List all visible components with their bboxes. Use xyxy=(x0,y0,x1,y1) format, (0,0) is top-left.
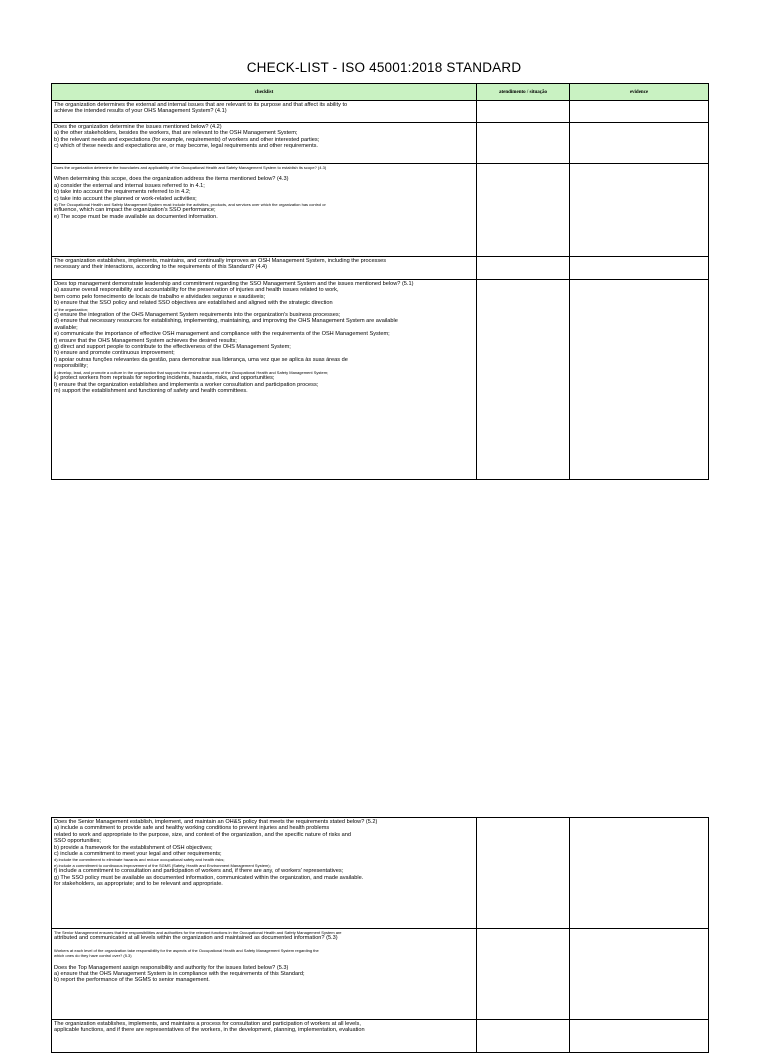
header-evidence: evidence xyxy=(570,84,709,101)
status-cell[interactable] xyxy=(477,280,570,480)
table-row xyxy=(52,929,709,1020)
checklist-line: c) take into account the planned or work-related activities; xyxy=(54,195,197,202)
checklist-line: b) ensure that the SSO policy and related SSO objectives are established and aligned with the strategic direction xyxy=(54,300,333,307)
status-cell[interactable] xyxy=(477,1020,570,1053)
header-checklist: checklist xyxy=(52,84,477,101)
checklist-table-continued xyxy=(51,817,709,1053)
status-cell[interactable] xyxy=(477,257,570,280)
checklist-line: a) ensure that the OHS Management System is in compliance with the requirements of this Standard; xyxy=(54,971,305,978)
checklist-cell xyxy=(52,280,477,480)
checklist-line: influence, which can impact the organization's SSO performance; xyxy=(54,207,216,214)
checklist-cell xyxy=(52,818,477,929)
status-cell[interactable] xyxy=(477,929,570,1020)
checklist-line: attributed and communicated at all levels within the organization and maintained as documented information? (5.3) xyxy=(54,935,338,942)
checklist-cell xyxy=(52,101,477,123)
checklist-line: c) include a commitment to meet your legal and other requirements; xyxy=(54,851,222,858)
evidence-cell[interactable] xyxy=(570,164,709,257)
checklist-cell xyxy=(52,929,477,1020)
checklist-line: c) ensure the integration of the OHS Management System requirements into the organization's business processes; xyxy=(54,312,341,319)
checklist-line: Does top management demonstrate leadership and commitment regarding the SSO Management System and the issues mentioned below? (5.1) xyxy=(54,281,414,287)
checklist-line: for stakeholders, as appropriate; and to be relevant and appropriate. xyxy=(54,881,223,888)
checklist-cell xyxy=(52,123,477,164)
checklist-line: related to work and appropriate to the purpose, size, and context of the organization, and the specific nature of risks and xyxy=(54,831,351,838)
checklist-line: Does the organization determine the boundaries and applicability of the Occupational Health and Safety Management System to establish its scope? (4.3) xyxy=(54,165,327,170)
checklist-line: a) assume overall responsibility and accountability for the preservation of injuries and health issues related to work, xyxy=(54,287,339,294)
checklist-line: e) The scope must be made available as documented information. xyxy=(54,213,218,220)
checklist-line: e) communicate the importance of effective OSH management and compliance with the requirements of the OSH Management System; xyxy=(54,331,390,338)
table-row xyxy=(52,123,709,164)
status-cell[interactable] xyxy=(477,123,570,164)
page-title: CHECK-LIST - ISO 45001:2018 STANDARD xyxy=(246,60,522,75)
checklist-cell xyxy=(52,164,477,257)
table-row xyxy=(52,257,709,280)
checklist-line: i) apoiar outras funções relevantes da gestão, para demonstrar sua liderança, uma vez que se aplica às suas áreas de xyxy=(54,356,348,363)
evidence-cell[interactable] xyxy=(570,257,709,280)
checklist-line: a) the other stakeholders, besides the workers, that are relevant to the OSH Management System; xyxy=(54,130,298,137)
checklist-line: l) ensure that the organization establishes and implements a worker consultation and participation process; xyxy=(54,381,319,388)
checklist-line: a) consider the external and internal issues referred to in 4.1; xyxy=(54,182,205,189)
evidence-cell[interactable] xyxy=(570,123,709,164)
checklist-line: g) direct and support people to contribute to the effectiveness of the OHS Management System; xyxy=(54,344,291,351)
evidence-cell[interactable] xyxy=(570,101,709,123)
checklist-line: The organization determines the external and internal issues that are relevant to its purpose and that affect its ability to xyxy=(54,102,348,108)
table-header-row xyxy=(52,84,709,101)
checklist-line: of the organization; xyxy=(54,306,89,312)
checklist-line: Does the Top Management assign responsibility and authority for the issues listed below? (5.3) xyxy=(54,964,289,971)
checklist-line: b) the relevant needs and expectations (for example, requirements) of workers and other interested parties; xyxy=(54,136,320,143)
checklist-line: j) develop, lead, and promote a culture in the organization that supports the desired outcomes of the Occupational Health and Safety Management System; xyxy=(54,369,329,375)
checklist-table xyxy=(51,83,709,480)
checklist-line: bem como pelo fornecimento de locais de trabalho e atividades seguras e saudáveis; xyxy=(54,293,266,300)
checklist-line: b) report the performance of the SGMS to senior management. xyxy=(54,977,210,984)
checklist-line: b) provide a framework for the establishment of OSH objectives; xyxy=(54,844,213,851)
checklist-line: applicable functions, and if there are representatives of the workers, in the development, planning, implementation, evaluation xyxy=(54,1027,365,1034)
evidence-cell[interactable] xyxy=(570,818,709,929)
evidence-cell[interactable] xyxy=(570,1020,709,1053)
checklist-line: The organization establishes, implements, maintains, and continually improves an OSH Management System, including the processes xyxy=(54,258,387,264)
checklist-line: m) support the establishment and functioning of safety and health committees. xyxy=(54,387,248,394)
status-cell[interactable] xyxy=(477,818,570,929)
checklist-line: e) include a commitment to continuous improvement of the SGMS (Safety, Health and Environment Management System); xyxy=(54,862,271,868)
checklist-line: d) The Occupational Health and Safety Management System must include the activities, products, and services over which the organization has control or xyxy=(54,202,326,208)
checklist-line: b) take into account the requirements referred to in 4.2; xyxy=(54,189,191,196)
table-row xyxy=(52,280,709,480)
checklist-line: Workers at each level of the organization take responsibility for the aspects of the Occupational Health and Safety Management System regarding the xyxy=(54,947,319,953)
checklist-line: k) protect workers from reprisals for reporting incidents, hazards, risks, and opportunities; xyxy=(54,375,275,382)
checklist-cell xyxy=(52,1020,477,1053)
checklist-line: available; xyxy=(54,324,78,331)
table-row xyxy=(52,101,709,123)
checklist-line: SSO opportunities; xyxy=(54,838,101,845)
checklist-line: d) include the commitment to eliminate hazards and reduce occupational safety and health risks; xyxy=(54,857,225,863)
evidence-cell[interactable] xyxy=(570,280,709,480)
checklist-line: which ones do they have control over? (5.3) xyxy=(54,953,132,959)
checklist-line: c) which of these needs and expectations are, or may become, legal requirements and other requirements. xyxy=(54,143,318,150)
checklist-line: f) ensure that the OHS Management System achieves the desired results; xyxy=(54,337,237,344)
status-cell[interactable] xyxy=(477,101,570,123)
checklist-line: a) include a commitment to provide safe and healthy working conditions to prevent injuries and health problems xyxy=(54,825,330,832)
evidence-cell[interactable] xyxy=(570,929,709,1020)
checklist-cell xyxy=(52,257,477,280)
checklist-line: Does the organization determine the issues mentioned below? (4.2) xyxy=(54,124,222,130)
checklist-line: f) include a commitment to consultation and participation of workers and, if there are any, of workers' representatives; xyxy=(54,868,344,875)
checklist-line: necessary and their interactions, according to the requirements of this Standard? (4.4) xyxy=(54,264,267,271)
table-row xyxy=(52,1020,709,1053)
checklist-line: achieve the intended results of your OHS Management System? (4.1) xyxy=(54,108,227,115)
table-row xyxy=(52,818,709,929)
checklist-line: The Senior Management ensures that the responsibilities and authorities for the relevant functions in the Occupational Health and Safety Management System are xyxy=(54,930,342,935)
checklist-line: h) ensure and promote continuous improvement; xyxy=(54,350,175,357)
header-status: atendimento / situação xyxy=(477,84,570,101)
checklist-line: g) The SSO policy must be available as documented information, communicated within the organization, and made available. xyxy=(54,874,364,881)
checklist-line: responsibility; xyxy=(54,363,88,370)
checklist-line: When determining this scope, does the organization address the items mentioned below? (4.3) xyxy=(54,176,289,183)
checklist-line: Does the Senior Management establish, implement, and maintain an OH&S policy that meets the requirements stated below? (5.2) xyxy=(54,819,378,825)
table-row xyxy=(52,164,709,257)
checklist-line: The organization establishes, implements, and maintains a process for consultation and participation of workers at all levels, xyxy=(54,1021,361,1027)
checklist-line: d) ensure that necessary resources for establishing, implementing, maintaining, and improving the OHS Management System are available xyxy=(54,318,398,325)
status-cell[interactable] xyxy=(477,164,570,257)
